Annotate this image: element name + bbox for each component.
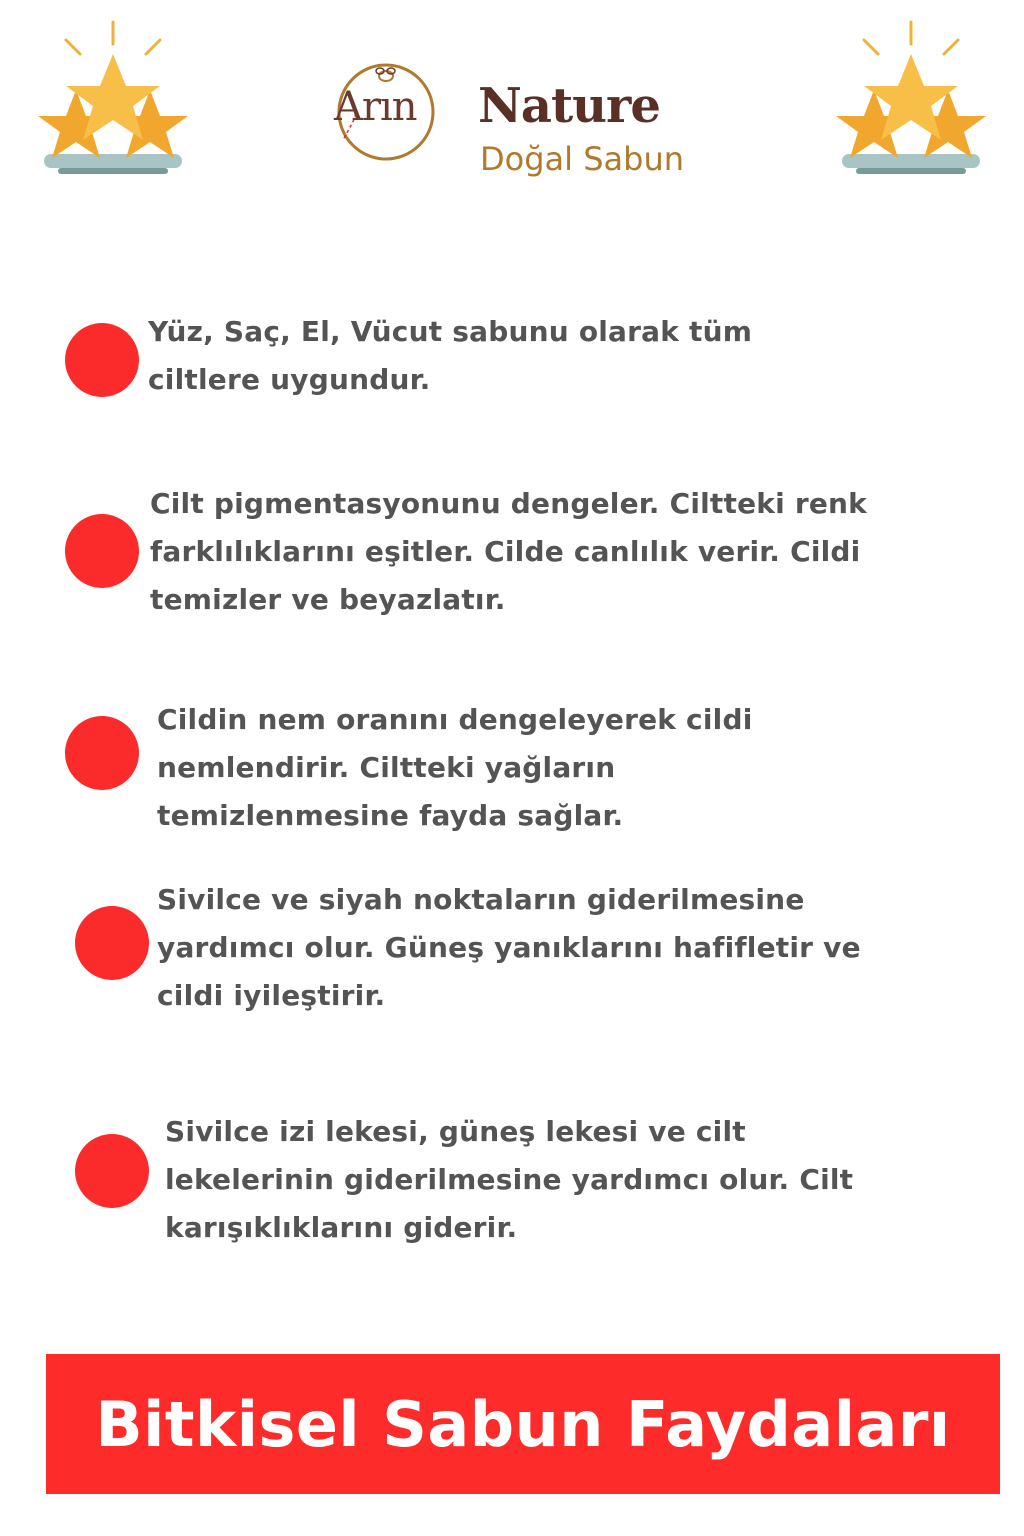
bullet-dot-icon (65, 716, 139, 790)
benefit-text: Sivilce izi lekesi, güneş lekesi ve cilt lekelerinin giderilmesine yardımcı olur. Cilt karışıklıklarını giderir. (165, 1115, 854, 1244)
title-banner (46, 1354, 1000, 1494)
bullet-dot-icon (75, 1134, 149, 1208)
benefit-text: Yüz, Saç, El, Vücut sabunu olarak tüm ciltlere uygundur. (148, 315, 753, 396)
bullet-dot-icon (65, 323, 139, 397)
three-stars-icon (826, 18, 996, 183)
bullet-dot-icon (75, 906, 149, 980)
brand-logo (330, 56, 700, 186)
benefit-text: Cilt pigmentasyonunu dengeler. Ciltteki renk farklılıklarını eşitler. Cilde canlılık verir. Cildi temizler ve beyazlatır. (150, 487, 867, 616)
three-stars-icon (28, 18, 198, 183)
brand-name-second: Nature (478, 78, 660, 134)
brand-name-first: Arın (334, 84, 417, 130)
banner-title: Bitkisel Sabun Faydaları (95, 1387, 951, 1461)
benefit-text: Cildin nem oranını dengeleyerek cildi nemlendirir. Ciltteki yağların temizlenmesine fayda sağlar. (157, 703, 753, 832)
bullet-dot-icon (65, 514, 139, 588)
benefit-text: Sivilce ve siyah noktaların giderilmesine yardımcı olur. Güneş yanıklarını hafifletir ve cildi iyileştirir. (157, 883, 861, 1012)
brand-subtitle: Doğal Sabun (480, 140, 684, 178)
